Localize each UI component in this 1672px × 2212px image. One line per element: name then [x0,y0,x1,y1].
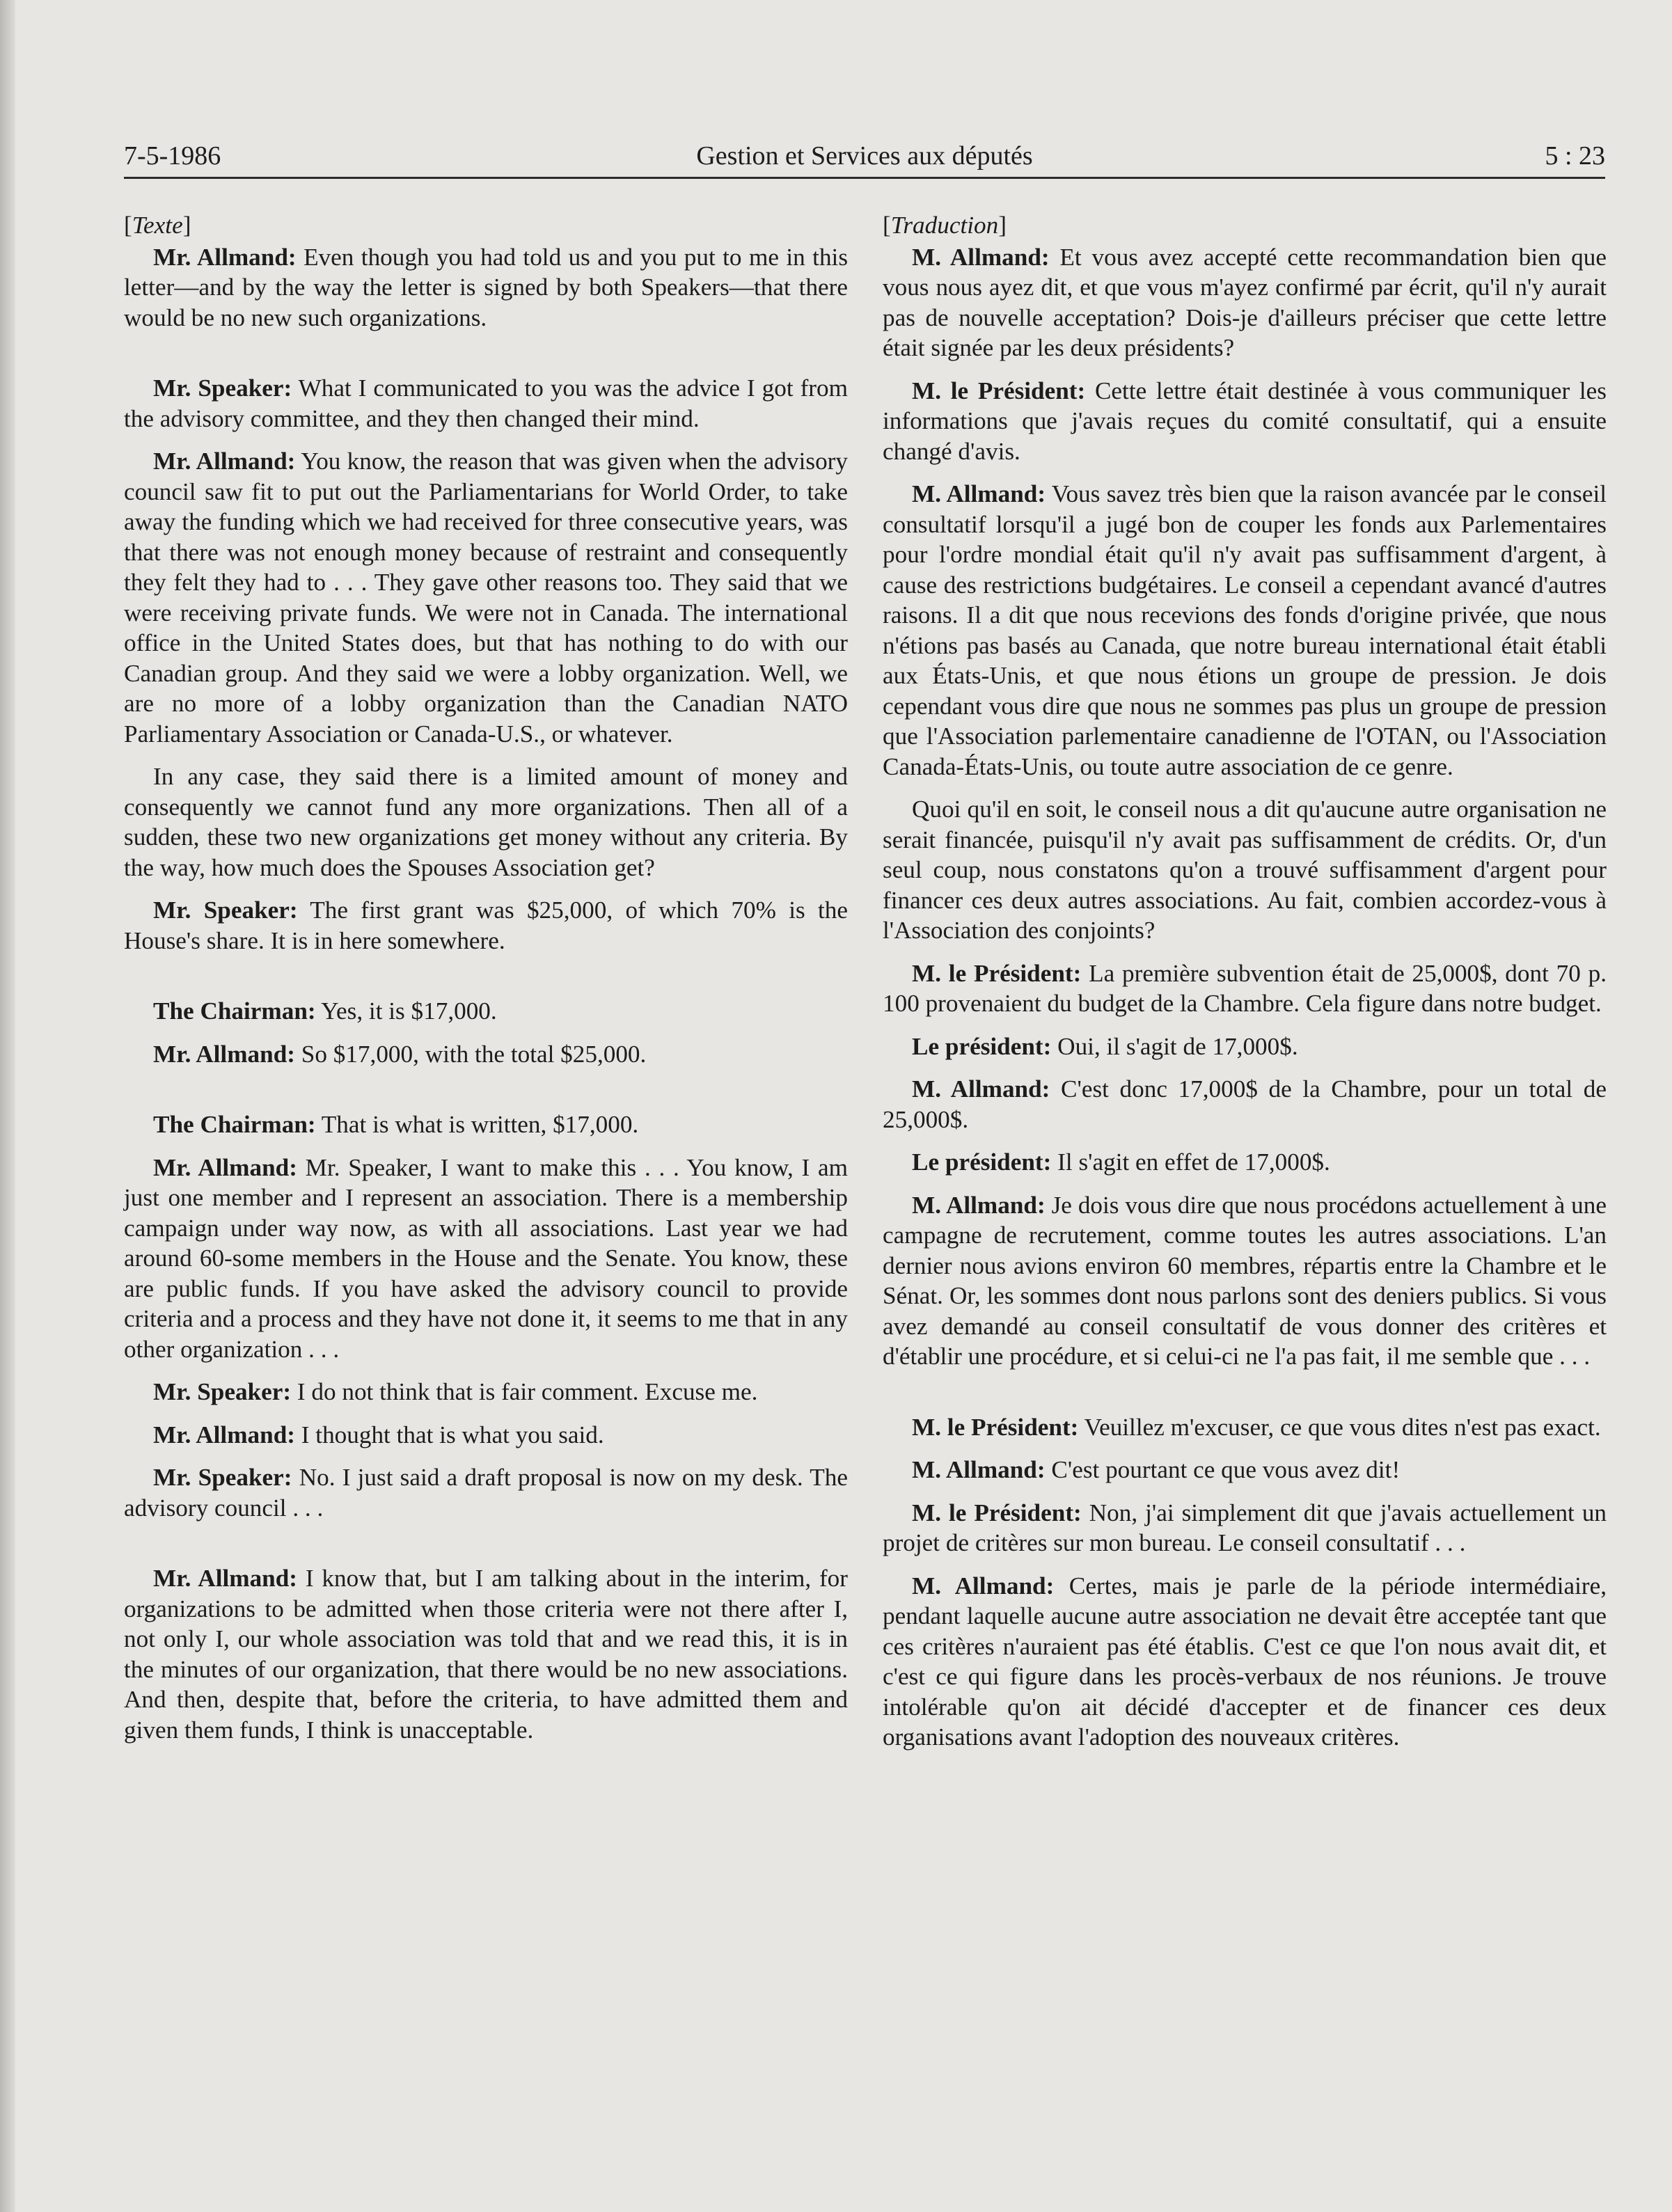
paragraph-text: Cette lettre était destinée à vous communiquer les informations que j'avais reçues du comité consultatif, qui a ensuite changé d'avis. [883,377,1607,465]
speaker-name: M. Allmand: [912,480,1046,507]
language-tag-texte: [Texte] [124,212,191,239]
paragraph [124,1153,848,1365]
speaker-name: Mr. Speaker: [153,896,298,924]
paragraph-text: I thought that is what you said. [301,1421,604,1448]
speaker-name: Mr. Allmand: [153,1153,297,1181]
language-tag-label: Texte [132,212,183,239]
header-date: 7-5-1986 [124,141,221,171]
right-column-french [883,210,1607,1765]
speaker-name: M. Allmand: [912,1191,1046,1219]
paragraph [883,1147,1607,1178]
paragraph-text: Certes, mais je parle de la période intermédiaire, pendant laquelle aucune autre association ne devait être acceptée tant que ces critères n'auraient pas été établis. C'est ce que l'on nous avait dit, et c'est ce qui figure dans les procès-verbaux de nos réunions. Je trouve intolérable qu'on ait décidé d'accepter et de financer ces deux organisations avant l'adoption des nouveaux critères. [883,1572,1607,1751]
paragraph [124,373,848,434]
paragraph-text: Mr. Speaker, I want to make this . . . You know, I am just one member and I represent an association. There is a membership campaign under way now, as with all associations. Last year we had around 60-some members in the House and the Senate. You know, these are public funds. If you have asked the advisory council to provide criteria and a process and they have not done it, it seems to me that in any other organization . . . [124,1153,848,1363]
paragraph-text: The first grant was $25,000, of which 70% is the House's share. It is in here somewhere. [124,896,848,954]
paragraph-text: Even though you had told us and you put to me in this letter—and by the way the letter is signed by both Speakers—that there would be no new such organizations. [124,243,849,331]
paragraph-text: I do not think that is fair comment. Excuse me. [297,1378,758,1405]
paragraph-text: That is what is written, $17,000. [321,1111,639,1138]
paragraph [883,1455,1607,1485]
paragraph [124,895,848,956]
paragraph-text: La première subvention était de 25,000$, dont 70 p. 100 provenaient du budget de la Chambre. Cela figure dans notre budget. [883,959,1607,1017]
speaker-name: Mr. Speaker: [153,374,292,402]
paragraph [883,1498,1607,1558]
paragraph-text: Oui, il s'agit de 17,000$. [1057,1032,1298,1060]
speaker-name: Mr. Allmand: [153,1565,298,1592]
paragraph [883,1074,1607,1135]
paragraph [124,1109,848,1140]
paragraph-text: C'est donc 17,000$ de la Chambre, pour un total de 25,000$. [883,1075,1607,1133]
speaker-name: M. Allmand: [912,1572,1055,1599]
paragraph-text: What I communicated to you was the advice I got from the advisory committee, and they then changed their mind. [124,374,848,432]
paragraph-text: Quoi qu'il en soit, le conseil nous a dit qu'aucune autre organisation ne serait financée, puisqu'il n'y avait pas suffisamment de crédits. Or, d'un seul coup, nous constatons qu'on a trouvé suffisamment d'argent pour financer ces deux autres associations. Au fait, combien accordez-vous à l'Association des conjoints? [883,796,1607,944]
paragraph [883,1032,1607,1062]
speaker-name: Mr. Allmand: [153,1421,295,1448]
paragraph-text: C'est pourtant ce que vous avez dit! [1051,1456,1401,1483]
speaker-name: M. le Président: [912,959,1082,987]
paragraph [124,1462,848,1523]
language-tag-label: Traduction [890,212,999,239]
speaker-name: M. Allmand: [912,243,1050,271]
speaker-name: Mr. Speaker: [153,1464,292,1491]
speaker-name: M. le Président: [912,1499,1082,1526]
header-page-number: 5 : 23 [1545,141,1605,171]
paragraph-text: In any case, they said there is a limited amount of money and consequently we cannot fund any more organizations. Then all of a sudden, these two new organizations get money without any criteria. By the way, how much does the Spouses Association get? [124,763,848,881]
speaker-name: The Chairman: [153,997,316,1025]
paragraph [883,958,1607,1019]
paragraph-text: Non, j'ai simplement dit que j'avais actuellement un projet de critères sur mon bureau. Le conseil consultatif . . . [883,1499,1607,1556]
paragraph-text: Vous savez très bien que la raison avancée par le conseil consultatif lorsqu'il a jugé bon de couper les fonds aux Parlementaires pour l'ordre mondial était qu'il n'y avait pas suffisamment d'argent, à cause des restrictions budgétaires. Le conseil a cependant avancé d'autres raisons. Il a dit que nous recevions des fonds d'origine privée, que nous n'étions pas basés au Canada, que notre bureau international était établi aux États-Unis, et que nous étions un groupe de pression. Je dois cependant vous dire que nous ne sommes pas plus un groupe de pression que l'Association parlementaire canadienne de l'OTAN, ou l'Association Canada-États-Unis, ou toute autre association de ce genre. [883,480,1607,780]
paragraph-text: Il s'agit en effet de 17,000$. [1057,1148,1330,1176]
paragraph-text: No. I just said a draft proposal is now on my desk. The advisory council . . . [124,1464,849,1522]
speaker-name: Mr. Allmand: [153,1040,295,1068]
speaker-name: Mr. Speaker: [153,1378,292,1405]
speaker-name: Mr. Allmand: [153,243,297,271]
paragraph [124,1377,848,1407]
paragraph-text: You know, the reason that was given when the advisory council saw fit to put out the Parliamentarians for World Order, to take away the funding which we had received for three consecutive years, was that there was not enough money because of restraint and consequently they felt they had to . . . They gave other reasons too. They said that we were receiving private funds. We were not in Canada. The international office in the United States does, but that has nothing to do with our Canadian group. And they said we were a lobby organization. Well, we are no more of a lobby organization than the Canadian NATO Parliamentary Association or Canada-U.S., or whatever. [124,448,848,748]
paragraph-text: So $17,000, with the total $25,000. [301,1040,647,1068]
left-column-english [124,210,848,1757]
speaker-name: Mr. Allmand: [153,448,296,475]
header-title: Gestion et Services aux députés [696,141,1033,171]
paragraph [124,1420,848,1451]
speaker-name: M. Allmand: [912,1456,1046,1483]
paragraph [883,376,1607,467]
paragraph [883,242,1607,363]
page-edge [0,0,15,2212]
speaker-name: Le président: [912,1032,1052,1060]
speaker-name: M. Allmand: [912,1075,1050,1103]
paragraph [124,446,848,749]
speaker-name: M. le Président: [912,377,1086,404]
paragraph-text: Je dois vous dire que nous procédons actuellement à une campagne de recrutement, comme toutes les autres associations. L'an dernier nous avions environ 60 membres, répartis entre la Chambre et le Sénat. Or, les sommes dont nous parlons sont des deniers publics. Si vous avez demandé au conseil consultatif de vous donner des critères et d'établir une procédure, et si celui-ci ne l'a pas fait, il me semble que . . . [883,1191,1607,1370]
paragraph [883,1190,1607,1372]
paragraph-text: Yes, it is $17,000. [321,997,497,1025]
page-header [124,138,1605,179]
paragraph [883,479,1607,782]
paragraph [124,996,848,1027]
speaker-name: Le président: [912,1148,1052,1176]
speaker-name: The Chairman: [153,1111,316,1138]
paragraph [124,761,848,883]
paragraph [883,1412,1607,1443]
language-tag-traduction: [Traduction] [883,212,1007,239]
speaker-name: M. le Président: [912,1413,1079,1441]
paragraph-text: Et vous avez accepté cette recommandation bien que vous nous ayez dit, et que vous m'ayez confirmé par écrit, qu'il n'y aurait pas de nouvelle acceptation? Dois-je d'ailleurs préciser que cette lettre était signée par les deux présidents? [883,243,1607,361]
paragraph-text: I know that, but I am talking about in the interim, for organizations to be admitted when those criteria were not there after I, not only I, our whole association was told that and we read this, it is in the minutes of our organization, that there would be no new associations. And then, despite that, before the criteria, to have admitted them and given them funds, I think is unacceptable. [124,1565,848,1744]
paragraph-text: Veuillez m'excuser, ce que vous dites n'est pas exact. [1084,1413,1601,1441]
paragraph [124,242,848,333]
paragraph [883,794,1607,946]
paragraph [883,1571,1607,1753]
paragraph [124,1039,848,1070]
paragraph [124,1563,848,1745]
